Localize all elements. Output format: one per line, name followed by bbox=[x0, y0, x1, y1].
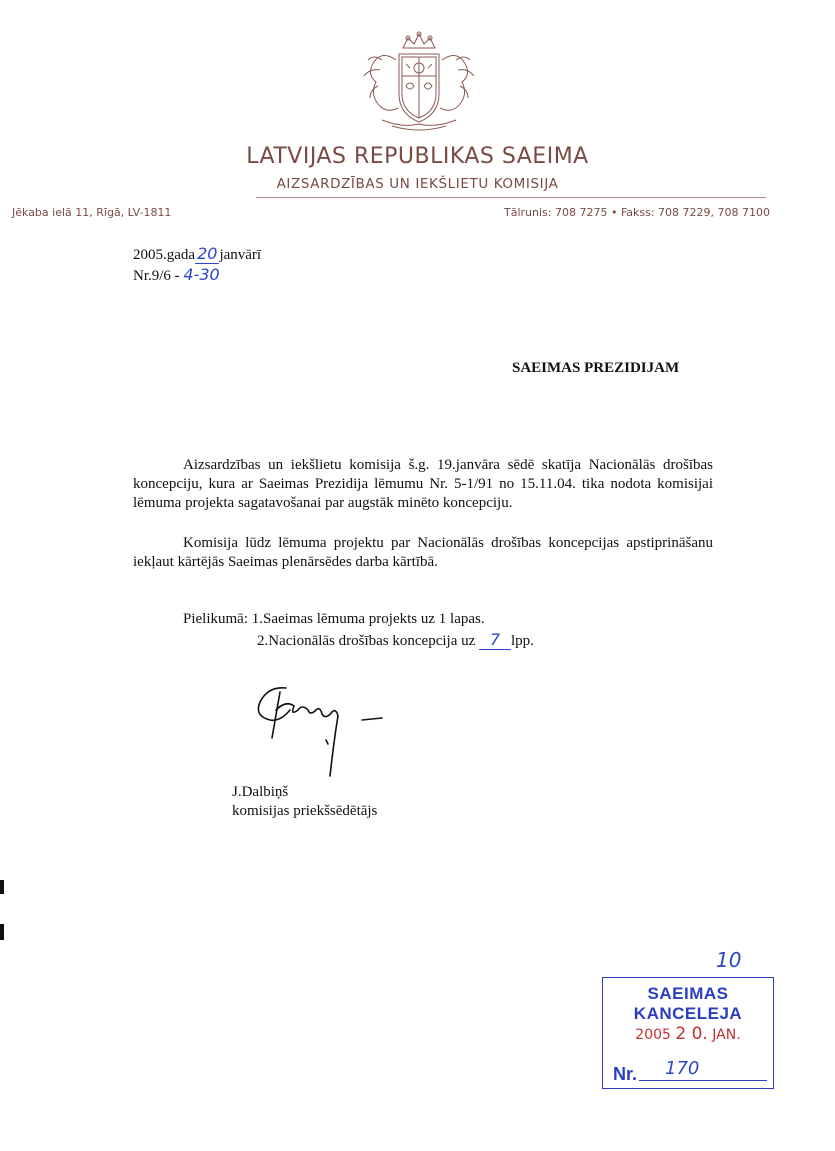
committee-name: AIZSARDZĪBAS UN IEKŠLIETU KOMISIJA bbox=[276, 176, 559, 192]
date-line bbox=[133, 244, 261, 265]
date-prefix: 2005.gada bbox=[133, 247, 196, 263]
letterhead-divider bbox=[256, 197, 766, 198]
reference-line bbox=[133, 265, 220, 286]
attachments-label: Pielikumā: bbox=[183, 611, 248, 627]
handwritten-annotation: 10 bbox=[716, 948, 742, 972]
coat-of-arms-emblem bbox=[352, 30, 486, 134]
address-text: Jēkaba ielā 11, Rīgā, LV-1811 bbox=[12, 206, 172, 219]
contact-text: Tālrunis: 708 7275 • Fakss: 708 7229, 708 7100 bbox=[504, 206, 770, 219]
recipient-heading: SAEIMAS PREZIDIJAM bbox=[512, 360, 680, 376]
stamp-day: 2 0. bbox=[675, 1024, 708, 1044]
organization-title: LATVIJAS REPUBLIKAS SAEIMA bbox=[246, 144, 589, 169]
signature-image bbox=[250, 680, 390, 780]
scan-edge-mark bbox=[0, 924, 4, 940]
stamp-nr-line bbox=[639, 1080, 767, 1081]
body-paragraph-1: Aizsardzības un iekšlietu komisija š.g. 19.janvāra sēdē skatīja Nacionālās drošības koncepciju, kura ar Saeimas Prezidija lēmumu Nr. 5-1/91 no 15.11.04. tika nodota komisijai lēmuma projekta sagatavošanai par augstāk minēto koncepciju. bbox=[133, 457, 713, 511]
stamp-date bbox=[603, 1024, 773, 1044]
attachments-item-2 bbox=[257, 630, 534, 651]
attachments-item-1 bbox=[183, 610, 485, 629]
stamp-nr-value: 170 bbox=[665, 1058, 700, 1079]
reference-number-handwritten: 4-30 bbox=[183, 265, 220, 284]
reference-prefix: Nr.9/6 - bbox=[133, 268, 180, 284]
date-suffix: janvārī bbox=[219, 247, 262, 263]
attachment-item-1-text: 1.Saeimas lēmuma projekts uz 1 lapas. bbox=[251, 611, 485, 627]
body-paragraph-2: Komisija lūdz lēmuma projektu par Nacionālās drošības koncepcijas apstiprināšanu iekļaut kārtējās Saeimas plenārsēdes darba kārtībā. bbox=[133, 535, 713, 570]
stamp-year: 2005 bbox=[635, 1027, 671, 1043]
signatory-name: J.Dalbiņš bbox=[232, 784, 289, 800]
date-day-handwritten: 20 bbox=[197, 244, 218, 263]
stamp-title: SAEIMAS KANCELEJA bbox=[633, 984, 743, 1023]
scan-edge-mark bbox=[0, 880, 4, 894]
attachment-item-2-prefix: 2.Nacionālās drošības koncepcija uz bbox=[257, 633, 476, 649]
stamp-nr-label: Nr. bbox=[613, 1064, 638, 1084]
signatory-title: komisijas priekšsēdētājs bbox=[232, 803, 378, 819]
attachment-pages-handwritten: 7 bbox=[479, 630, 511, 650]
registration-stamp bbox=[602, 977, 774, 1089]
stamp-month: JAN. bbox=[712, 1027, 741, 1043]
attachment-item-2-suffix: lpp. bbox=[511, 633, 534, 649]
